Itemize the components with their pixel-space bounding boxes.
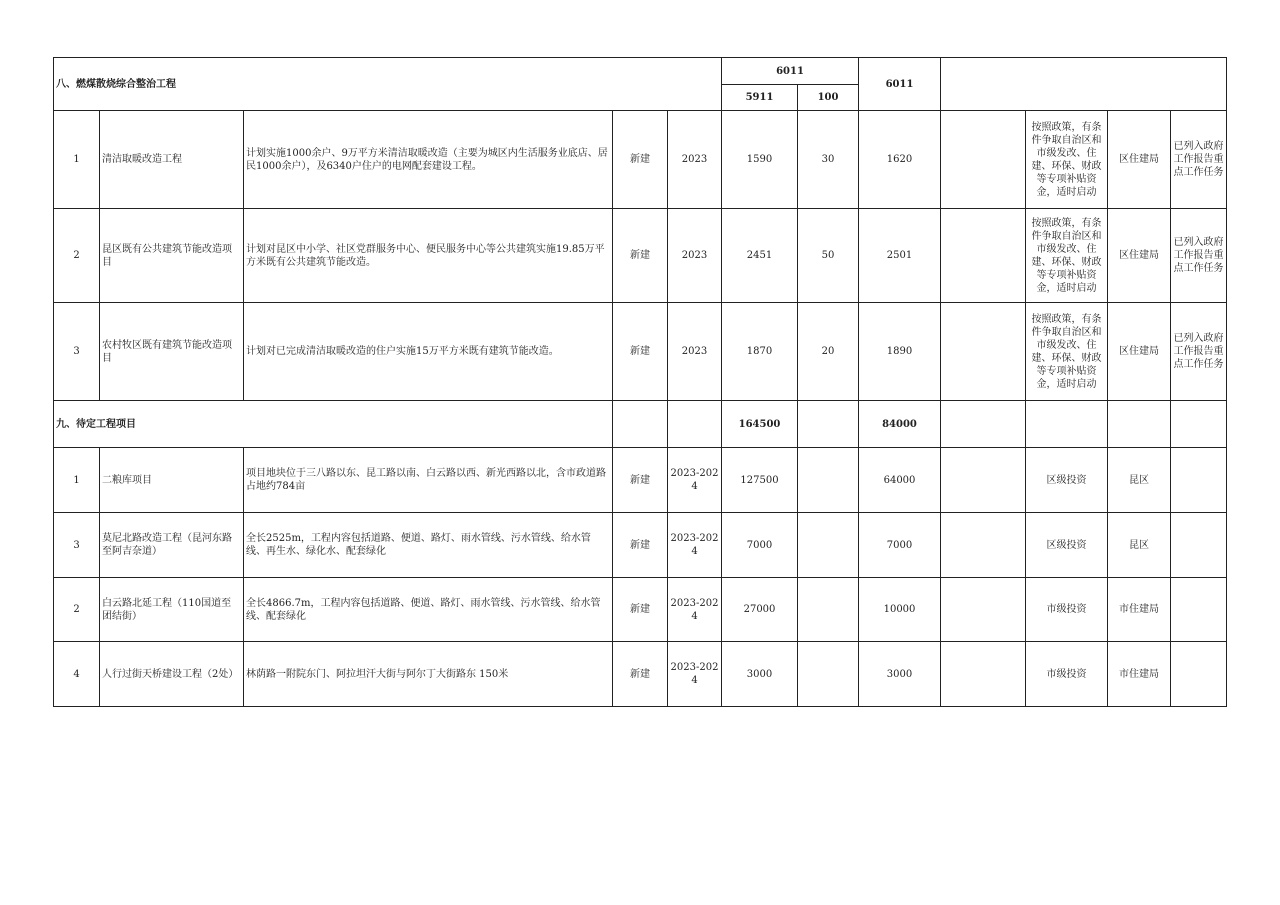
investment-value-2: 50 (798, 209, 859, 303)
section9-annual: 84000 (859, 401, 941, 448)
project-content: 计划对已完成清洁取暖改造的住户实施15万平方米既有建筑节能改造。 (244, 303, 613, 401)
project-content: 项目地块位于三八路以东、昆工路以南、白云路以西、新光西路以北，含市政道路占地约784亩 (244, 448, 613, 513)
investment-value-3: 10000 (859, 578, 941, 642)
investment-value-1: 1870 (722, 303, 798, 401)
investment-value-1: 2451 (722, 209, 798, 303)
project-year: 2023 (668, 303, 722, 401)
responsible-dept: 区住建局 (1108, 209, 1171, 303)
funding-source: 市级投资 (1026, 578, 1108, 642)
section8-header-row (54, 58, 1227, 85)
investment-value-3: 7000 (859, 513, 941, 578)
responsible-dept: 区住建局 (1108, 111, 1171, 209)
project-year: 2023-2024 (668, 642, 722, 707)
section8-investment-part1: 5911 (722, 85, 798, 111)
investment-value-3: 2501 (859, 209, 941, 303)
section9-header-row (54, 401, 1227, 448)
table-row (54, 448, 1227, 513)
responsible-dept: 市住建局 (1108, 578, 1171, 642)
blank-cell (798, 513, 859, 578)
row-number: 1 (54, 448, 100, 513)
remark: 已列入政府工作报告重点工作任务 (1171, 303, 1227, 401)
section8-investment-part2: 100 (798, 85, 859, 111)
section9-total: 164500 (722, 401, 798, 448)
blank-cell (798, 578, 859, 642)
project-name: 昆区既有公共建筑节能改造项目 (100, 209, 244, 303)
project-name: 二粮库项目 (100, 448, 244, 513)
project-type: 新建 (613, 303, 668, 401)
responsible-dept: 区住建局 (1108, 303, 1171, 401)
project-year: 2023 (668, 209, 722, 303)
table-row (54, 642, 1227, 707)
blank-cell (798, 448, 859, 513)
section8-total-investment: 6011 (722, 58, 859, 85)
row-number: 4 (54, 642, 100, 707)
project-type: 新建 (613, 111, 668, 209)
project-name: 白云路北延工程（110国道至团结街） (100, 578, 244, 642)
project-content: 林荫路一附院东门、阿拉坦汗大街与阿尔丁大街路东 150米 (244, 642, 613, 707)
project-type: 新建 (613, 642, 668, 707)
blank-cell (668, 401, 722, 448)
blank-cell (1171, 578, 1227, 642)
blank-cell (1171, 401, 1227, 448)
project-content: 计划对昆区中小学、社区党群服务中心、便民服务中心等公共建筑实施19.85万平方米既有公共建筑节能改造。 (244, 209, 613, 303)
blank-cell (1171, 513, 1227, 578)
blank-cell (1171, 448, 1227, 513)
row-number: 2 (54, 209, 100, 303)
funding-source: 区级投资 (1026, 448, 1108, 513)
blank-cell (941, 209, 1026, 303)
investment-value-3: 64000 (859, 448, 941, 513)
project-name: 农村牧区既有建筑节能改造项目 (100, 303, 244, 401)
project-year: 2023 (668, 111, 722, 209)
project-content: 计划实施1000余户、9万平方米清洁取暖改造（主要为城区内生活服务业底店、居民1000余户），及6340户住户的电网配套建设工程。 (244, 111, 613, 209)
blank-cell (798, 642, 859, 707)
investment-value-2: 20 (798, 303, 859, 401)
project-year: 2023-2024 (668, 448, 722, 513)
investment-value-1: 27000 (722, 578, 798, 642)
project-type: 新建 (613, 448, 668, 513)
investment-value-3: 1890 (859, 303, 941, 401)
row-number: 3 (54, 303, 100, 401)
project-name: 清洁取暖改造工程 (100, 111, 244, 209)
responsible-dept: 市住建局 (1108, 642, 1171, 707)
remark: 已列入政府工作报告重点工作任务 (1171, 209, 1227, 303)
row-number: 1 (54, 111, 100, 209)
investment-value-3: 3000 (859, 642, 941, 707)
table-row (54, 578, 1227, 642)
investment-value-1: 1590 (722, 111, 798, 209)
investment-value-1: 3000 (722, 642, 798, 707)
blank-cell (613, 401, 668, 448)
blank-cell (941, 513, 1026, 578)
blank-cell (1026, 401, 1108, 448)
funding-source: 区级投资 (1026, 513, 1108, 578)
investment-value-1: 127500 (722, 448, 798, 513)
project-table (53, 57, 1227, 707)
blank-cell (941, 642, 1026, 707)
project-year: 2023-2024 (668, 578, 722, 642)
funding-source: 市级投资 (1026, 642, 1108, 707)
remark: 已列入政府工作报告重点工作任务 (1171, 111, 1227, 209)
blank-cell (941, 401, 1026, 448)
blank-cell (1108, 401, 1171, 448)
section8-title: 八、燃煤散烧综合整治工程 (54, 58, 722, 111)
project-year: 2023-2024 (668, 513, 722, 578)
blank-cell (941, 578, 1026, 642)
investment-value-3: 1620 (859, 111, 941, 209)
funding-source: 按照政策，有条件争取自治区和市级发改、住建、环保、财政等专项补贴资金，适时启动 (1026, 303, 1108, 401)
blank-cell (798, 401, 859, 448)
investment-value-1: 7000 (722, 513, 798, 578)
blank-cell (941, 448, 1026, 513)
section9-title: 九、待定工程项目 (54, 401, 613, 448)
blank-cell (941, 303, 1026, 401)
project-name: 人行过街天桥建设工程（2处） (100, 642, 244, 707)
responsible-dept: 昆区 (1108, 448, 1171, 513)
row-number: 3 (54, 513, 100, 578)
investment-value-2: 30 (798, 111, 859, 209)
table-row (54, 111, 1227, 209)
project-content: 全长2525m，工程内容包括道路、便道、路灯、雨水管线、污水管线、给水管线、再生水、绿化水、配套绿化 (244, 513, 613, 578)
project-type: 新建 (613, 513, 668, 578)
section8-header-blank (941, 58, 1227, 111)
blank-cell (941, 111, 1026, 209)
project-name: 莫尼北路改造工程（昆河东路至阿吉奈道） (100, 513, 244, 578)
funding-source: 按照政策，有条件争取自治区和市级发改、住建、环保、财政等专项补贴资金，适时启动 (1026, 111, 1108, 209)
row-number: 2 (54, 578, 100, 642)
table-row (54, 513, 1227, 578)
project-content: 全长4866.7m，工程内容包括道路、便道、路灯、雨水管线、污水管线、给水管线、配套绿化 (244, 578, 613, 642)
table-row (54, 303, 1227, 401)
section8-annual-total: 6011 (859, 58, 941, 111)
blank-cell (1171, 642, 1227, 707)
responsible-dept: 昆区 (1108, 513, 1171, 578)
project-type: 新建 (613, 578, 668, 642)
funding-source: 按照政策，有条件争取自治区和市级发改、住建、环保、财政等专项补贴资金，适时启动 (1026, 209, 1108, 303)
project-type: 新建 (613, 209, 668, 303)
table-row (54, 209, 1227, 303)
